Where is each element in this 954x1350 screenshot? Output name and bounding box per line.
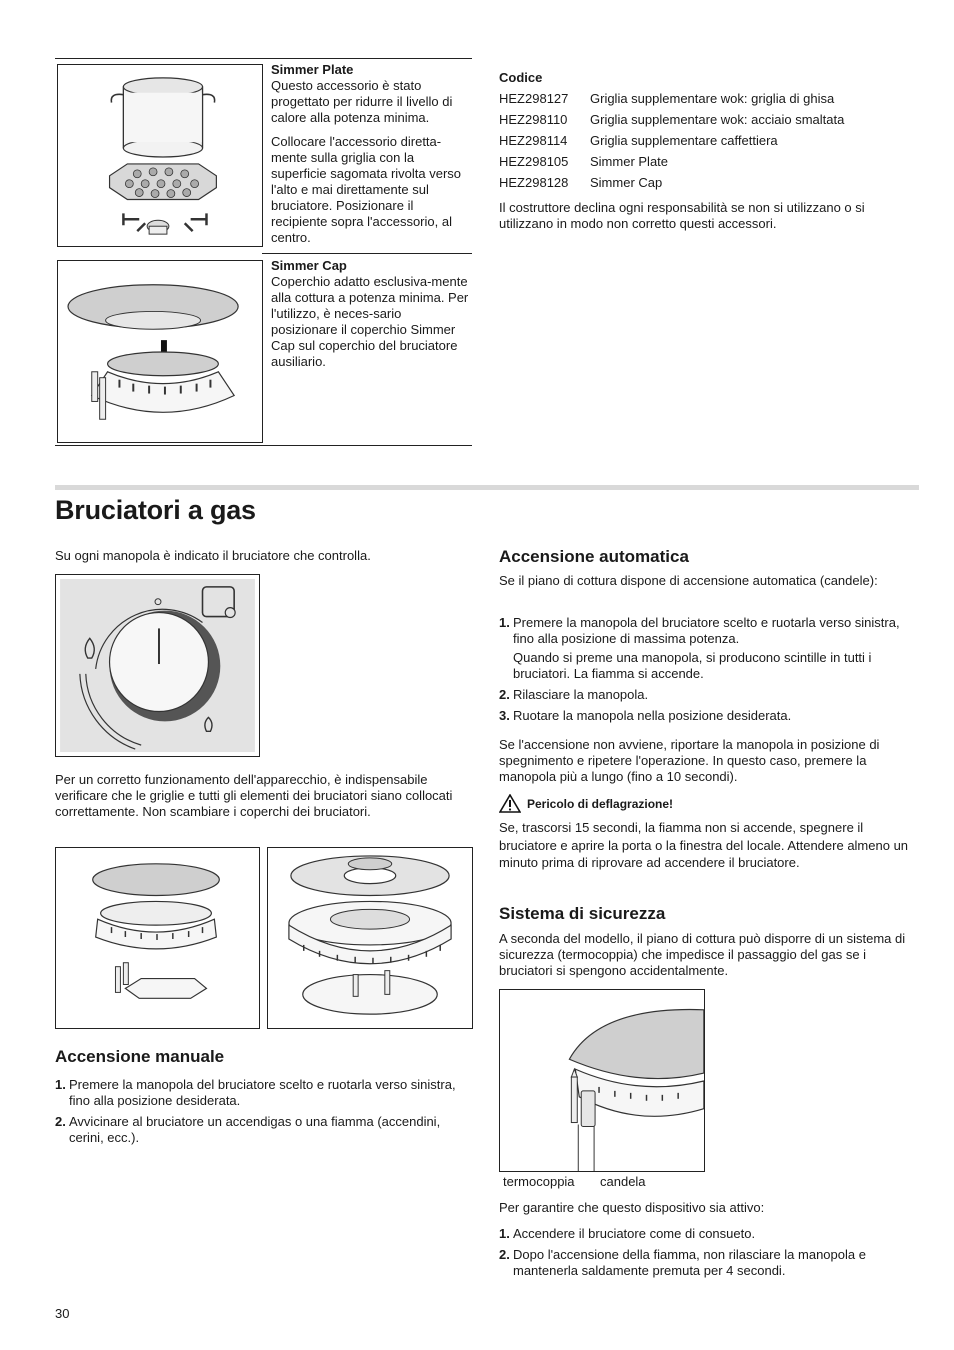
step-text: Premere la manopola del bruciatore scelto e ruotarla verso sinistra, fino alla posizione di massima potenza. [513, 615, 900, 646]
step-number: 2. [55, 1114, 66, 1129]
codice-heading: Codice [499, 70, 543, 85]
step-text: Avvicinare al bruciatore un accendigas o una fiamma (accendini, cerini, ecc.). [69, 1114, 441, 1145]
simmer-cap-title: Simmer Cap [271, 258, 347, 273]
codice-code: HEZ298128 [499, 175, 569, 190]
table-top-rule [55, 58, 472, 59]
simmer-cap-description: Coperchio adatto esclusiva-mente alla cottura a potenza minima. Per l'utilizzo, è neces-sario posizionare il coperchio Simmer Cap sul coperchio del bruciatore ausiliario. [271, 274, 469, 369]
page-number: 30 [55, 1306, 70, 1321]
step-text: Ruotare la manopola nella posizione desiderata. [513, 708, 792, 723]
automatica-intro: Se il piano di cottura dispone di accensione automatica (candele): [499, 573, 878, 588]
table-bottom-rule [55, 445, 472, 446]
step-text: Premere la manopola del bruciatore scelto e ruotarla verso sinistra, fino alla posizione desiderata. [69, 1077, 456, 1108]
automatica-heading: Accensione automatica [499, 547, 689, 566]
automatica-para: Se l'accensione non avviene, riportare la manopola in posizione di spegnimento e ripetere l'operazione. In questo caso, premere la manopola più a lungo (fino a 10 secondi). [499, 737, 880, 784]
thermocouple-illustration [499, 989, 705, 1172]
page-title: Bruciatori a gas [55, 495, 256, 525]
step-number: 1. [499, 615, 510, 630]
step-text: Rilasciare la manopola. [513, 687, 649, 702]
step-number: 1. [499, 1226, 510, 1241]
step-number: 3. [499, 708, 510, 723]
codice-row [499, 172, 919, 193]
warning-title: Pericolo di deflagrazione! [527, 796, 674, 811]
codice-list [499, 88, 919, 193]
warning-heading [499, 794, 673, 813]
codice-desc: Simmer Plate [590, 154, 669, 169]
section-intro: Su ogni manopola è indicato il bruciatore che controlla. [55, 548, 371, 563]
codice-desc: Griglia supplementare wok: griglia di ghisa [590, 91, 835, 106]
list-item [499, 615, 919, 682]
step-text: Accendere il bruciatore come di consueto. [513, 1226, 756, 1241]
step-number: 2. [499, 1247, 510, 1262]
sicurezza-para: Per garantire che questo dispositivo sia attivo: [499, 1200, 765, 1215]
codice-block [499, 70, 919, 232]
warning-text: Se, trascorsi 15 secondi, la fiamma non si accende, spegnere il bruciatore e aprire la porta o la finestra del locale. Attendere almeno un minuto prima di riprovare ad accendere il bruciatore. [499, 820, 909, 870]
codice-code: HEZ298114 [499, 133, 568, 148]
codice-row [499, 130, 919, 151]
codice-desc: Simmer Cap [590, 175, 663, 190]
list-item [499, 1226, 919, 1242]
codice-code: HEZ298110 [499, 112, 568, 127]
burner-large-illustration [267, 847, 473, 1029]
simmer-plate-description: Questo accessorio è stato progettato per ridurre il livello di calore alla potenza minima. [271, 78, 453, 125]
step-number: 1. [55, 1077, 66, 1092]
step-note: Quando si preme una manopola, si producono scintille in tutti i bruciatori. La fiamma si accende. [513, 650, 872, 681]
table-middle-rule [262, 253, 472, 254]
warning-icon [499, 794, 521, 813]
list-item [499, 687, 919, 703]
knob-illustration [55, 574, 260, 757]
simmer-cap-illustration [57, 260, 263, 443]
codice-desc: Griglia supplementare wok: acciaio smaltata [590, 112, 845, 127]
codice-desc: Griglia supplementare caffettiera [590, 133, 778, 148]
burner-small-illustration [55, 847, 260, 1029]
codice-row [499, 88, 919, 109]
simmer-plate-illustration [57, 64, 263, 247]
codice-code: HEZ298127 [499, 91, 569, 106]
manuale-heading: Accensione manuale [55, 1047, 225, 1066]
codice-code: HEZ298105 [499, 154, 569, 169]
list-item [55, 1114, 475, 1146]
step-text: Dopo l'accensione della fiamma, non rilasciare la manopola e mantenerla saldamente premuta per 4 secondi. [513, 1247, 866, 1278]
sicurezza-heading: Sistema di sicurezza [499, 904, 666, 923]
step-number: 2. [499, 687, 510, 702]
codice-disclaimer: Il costruttore declina ogni responsabilità se non si utilizzano o si utilizzano in modo non corretto questi accessori. [499, 200, 865, 231]
thermocouple-label: termocoppia [503, 1174, 575, 1189]
codice-row [499, 109, 919, 130]
sicurezza-steps [499, 1226, 919, 1284]
list-item [55, 1077, 475, 1109]
manuale-steps [55, 1077, 475, 1151]
simmer-plate-instructions: Collocare l'accessorio diretta-mente sulla griglia con la superficie sagomata rivolta verso l'alto e mai direttamente sul bruciatore. Posizionare il recipiente sopra l'accessorio, al centro. [271, 134, 462, 245]
section-para-2: Per un corretto funzionamento dell'apparecchio, è indispensabile verificare che le griglie e tutti gli elementi dei bruciatori siano collocati correttamente. Non scambiare i coperchi dei bruciatori. [55, 772, 453, 819]
codice-row [499, 151, 919, 172]
automatica-steps [499, 615, 919, 729]
list-item [499, 1247, 919, 1279]
sicurezza-intro: A seconda del modello, il piano di cottura può disporre di un sistema di sicurezza (termocoppia) che impedisce il passaggio del gas se i bruciatori si spengono accidentalmente. [499, 931, 906, 978]
section-divider [55, 485, 919, 490]
spark-plug-label: candela [600, 1174, 646, 1189]
list-item [499, 708, 919, 724]
simmer-plate-title: Simmer Plate [271, 62, 354, 77]
